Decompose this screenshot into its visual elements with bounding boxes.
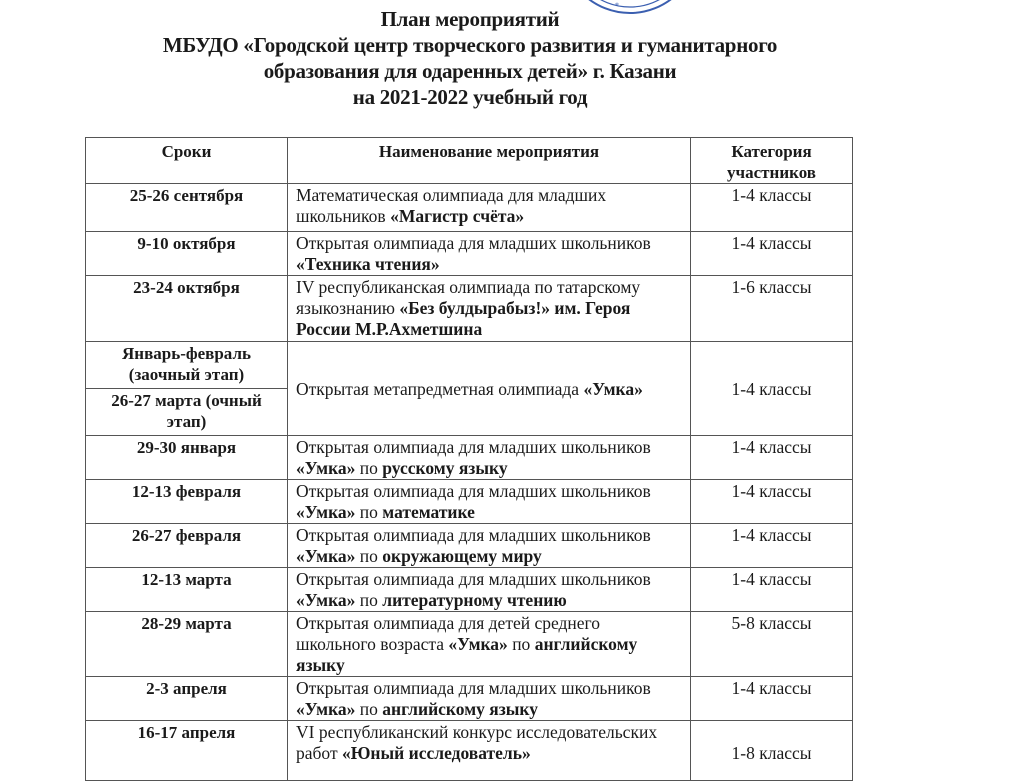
event-text: «Умка» (296, 546, 356, 566)
header-category: Категория участников (691, 138, 853, 184)
category-cell: 1-4 классы (691, 436, 853, 480)
event-text: «Умка» (296, 590, 356, 610)
event-text: английскому языку (296, 634, 638, 675)
event-text: математике (382, 502, 475, 522)
table-row (86, 524, 853, 568)
table-row (86, 721, 853, 781)
category-cell: 1-4 классы (691, 232, 853, 276)
date-cell: 9-10 октября (86, 232, 288, 276)
event-text: «Умка» (296, 502, 356, 522)
title-line: МБУДО «Городской центр творческого развития и гуманитарного (162, 33, 778, 57)
title-line: образования для одаренных детей» г. Казани (263, 59, 677, 83)
category-cell: 1-8 классы (691, 721, 853, 781)
category-cell: 1-4 классы (691, 342, 853, 436)
event-text: VI республиканский конкурс исследовательских работ (296, 722, 658, 763)
event-text: «Умка» (448, 634, 508, 654)
event-cell (288, 568, 691, 612)
event-text: Открытая олимпиада для младших школьников (296, 678, 651, 698)
table-row (86, 568, 853, 612)
title-line: на 2021-2022 учебный год (352, 85, 588, 109)
date-cell: 23-24 октября (86, 276, 288, 342)
event-text: русскому языку (382, 458, 508, 478)
event-text: «Без булдырабыз!» им. Героя России М.Р.Ахметшина (296, 298, 631, 339)
events-table (85, 137, 853, 781)
category-cell: 1-4 классы (691, 480, 853, 524)
event-text: по (355, 502, 383, 522)
date-cell: 26-27 марта (очный этап) (86, 389, 288, 436)
event-cell (288, 721, 691, 781)
date-cell: 28-29 марта (86, 612, 288, 677)
category-cell: 1-4 классы (691, 677, 853, 721)
event-text: Открытая олимпиада для младших школьников (296, 437, 651, 457)
event-cell (288, 436, 691, 480)
event-text: по (507, 634, 535, 654)
category-cell: 1-4 классы (691, 524, 853, 568)
event-text: по (355, 458, 383, 478)
event-cell (288, 677, 691, 721)
svg-text:*: * (615, 1, 619, 10)
table-row (86, 677, 853, 721)
event-text: Открытая олимпиада для младших школьников (296, 233, 651, 253)
category-cell: 5-8 классы (691, 612, 853, 677)
date-cell: 12-13 марта (86, 568, 288, 612)
category-cell: 1-4 классы (691, 568, 853, 612)
event-text: Открытая олимпиада для младших школьников (296, 525, 651, 545)
table-row (86, 184, 853, 232)
date-cell: 29-30 января (86, 436, 288, 480)
date-cell: 12-13 февраля (86, 480, 288, 524)
table-row (86, 276, 853, 342)
table-row (86, 612, 853, 677)
table-row (86, 436, 853, 480)
event-cell (288, 480, 691, 524)
event-text: литературному чтению (382, 590, 567, 610)
event-text: окружающему миру (382, 546, 542, 566)
date-cell: 2-3 апреля (86, 677, 288, 721)
event-text: «Магистр счёта» (390, 206, 525, 226)
event-cell (288, 232, 691, 276)
title-line: План мероприятий (380, 7, 560, 31)
event-text: по (355, 699, 383, 719)
event-cell (288, 524, 691, 568)
event-cell (288, 342, 691, 436)
event-text: Математическая олимпиада для младших школьников (296, 185, 607, 226)
table-row (86, 342, 853, 389)
category-cell: 1-6 классы (691, 276, 853, 342)
event-text: по (355, 546, 383, 566)
table-row (86, 232, 853, 276)
event-text: «Умка» (583, 378, 643, 399)
date-cell: Январь-февраль (заочный этап) (86, 342, 288, 389)
date-cell: 25-26 сентября (86, 184, 288, 232)
event-text: «Техника чтения» (296, 254, 440, 274)
event-text: Открытая олимпиада для младших школьников (296, 481, 651, 501)
table-row (86, 480, 853, 524)
event-cell (288, 184, 691, 232)
event-cell (288, 276, 691, 342)
event-text: IV республиканская олимпиада по татарскому языкознанию (296, 277, 641, 318)
header-event-name: Наименование мероприятия (288, 138, 691, 184)
event-text: английскому языку (382, 699, 538, 719)
date-cell: 16-17 апреля (86, 721, 288, 781)
event-text: Открытая олимпиада для детей среднего школьного возраста (296, 613, 601, 654)
event-text: Открытая метапредметная олимпиада (296, 378, 584, 399)
category-cell: 1-4 классы (691, 184, 853, 232)
event-text: «Юный исследователь» (341, 743, 531, 763)
header-dates: Сроки (86, 138, 288, 184)
event-text: «Умка» (296, 458, 356, 478)
date-cell: 26-27 февраля (86, 524, 288, 568)
event-text: «Умка» (296, 699, 356, 719)
document-title (0, 6, 940, 110)
table-header-row (86, 138, 853, 184)
event-cell (288, 612, 691, 677)
event-text: по (355, 590, 383, 610)
event-text: Открытая олимпиада для младших школьников (296, 569, 651, 589)
